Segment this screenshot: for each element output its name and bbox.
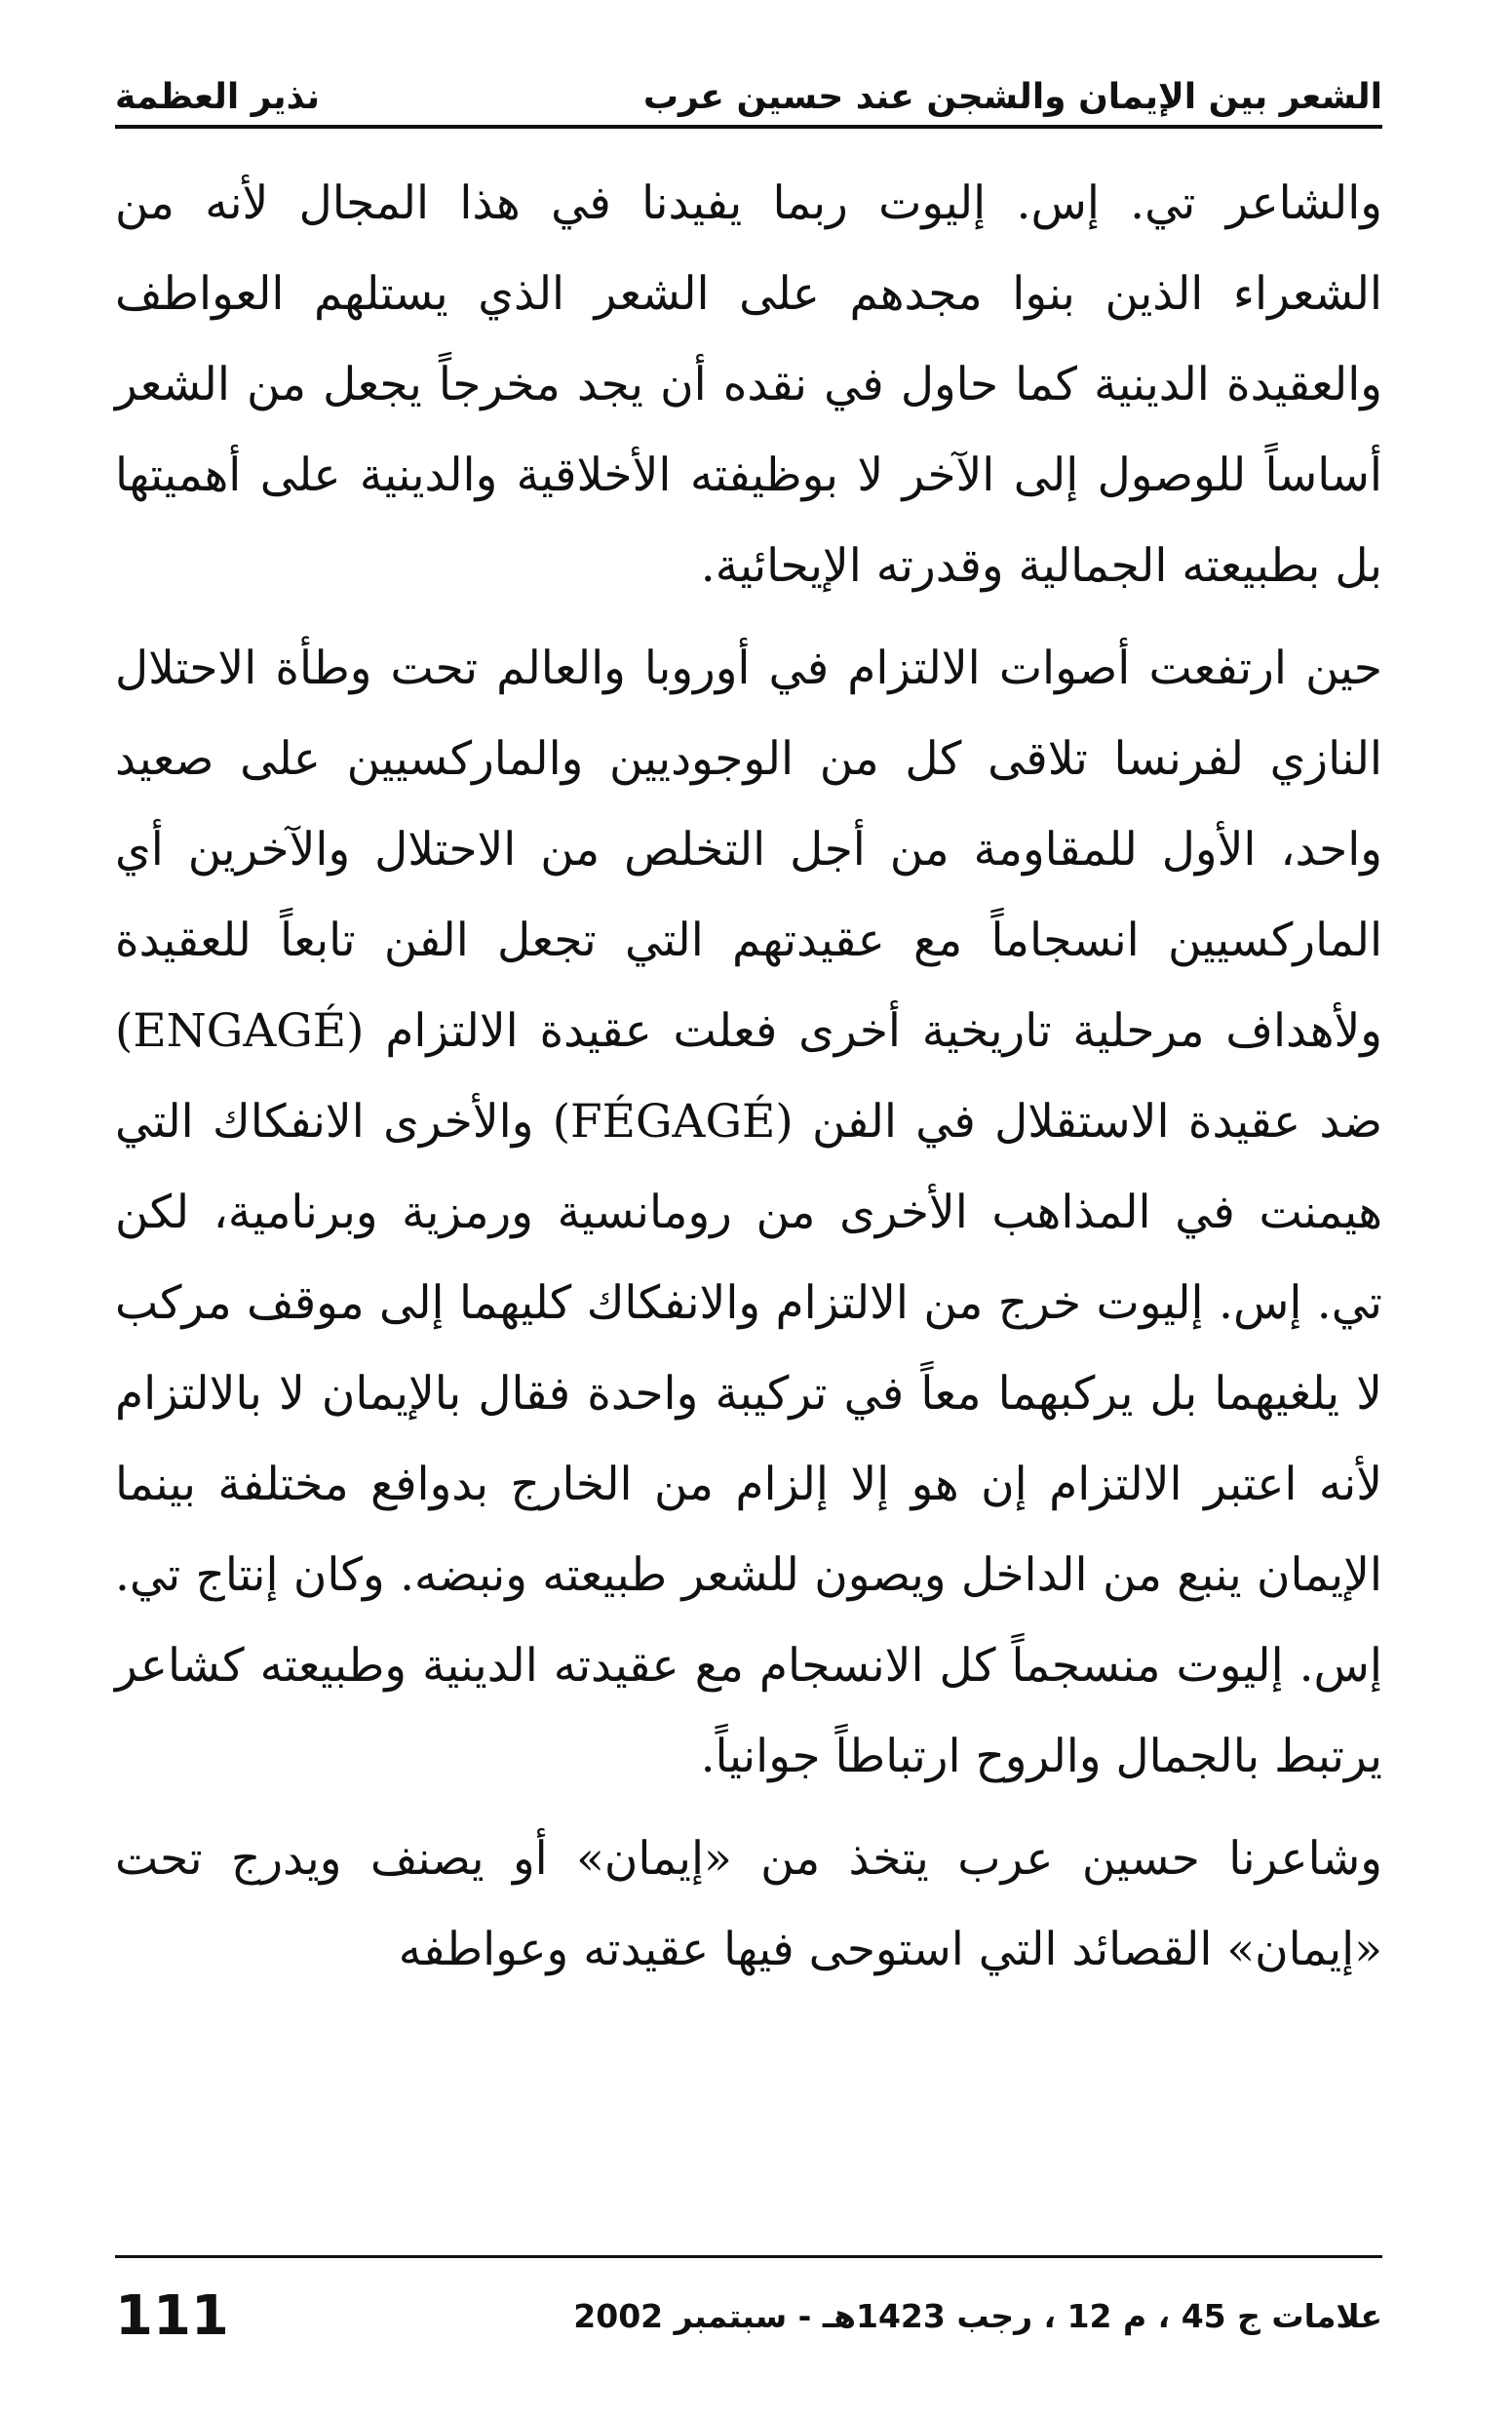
running-footer	[115, 2277, 1382, 2355]
author-name: نذير العظمة	[115, 77, 320, 117]
paragraph-3: وشاعرنا حسين عرب يتخذ من «إيمان» أو يصنف ويدرج تحت «إيمان» القصائد التي استوحى فيها عقيدته وعواطفه	[115, 1832, 1382, 1976]
paragraph-1: والشاعر تي. إس. إليوت ربما يفيدنا في هذا المجال لأنه من الشعراء الذين بنوا مجدهم على الشعر الذي يستلهم العواطف والعقيدة الدينية كما حاول في نقده أن يجد مخرجاً يجعل من الشعر أساساً للوصول إلى الآخر لا بوظيفته الأخلاقية والدينية على أهميتها بل بطبيعته الجمالية وقدرته الإيحائية.	[115, 176, 1382, 593]
page-number: 111	[115, 2283, 229, 2348]
footer-rule	[115, 2255, 1382, 2258]
paragraph-2: حين ارتفعت أصوات الالتزام في أوروبا والعالم تحت وطأة الاحتلال النازي لفرنسا تلاقى كل من الوجوديين والماركسيين على صعيد واحد، الأول للمقاومة من أجل التخلص من الاحتلال والآخرين أي الماركسيين انسجاماً مع عقيدتهم التي تجعل الفن تابعاً للعقيدة ولأهداف مرحلية تاريخية أخرى فعلت عقيدة الالتزام (ENGAGÉ) ضد عقيدة الاستقلال في الفن (FÉGAGÉ) والأخرى الانفكاك التي هيمنت في المذاهب الأخرى من رومانسية ورمزية وبرنامية، لكن تي. إس. إليوت خرج من الالتزام والانفكاك كليهما إلى موقف مركب لا يلغيهما بل يركبهما معاً في تركيبة واحدة فقال بالإيمان لا بالالتزام لأنه اعتبر الالتزام إن هو إلا إلزام من الخارج بدوافع مختلفة بينما الإيمان ينبع من الداخل ويصون للشعر طبيعته ونبضه. وكان إنتاج تي. إس. إليوت منسجماً كل الانسجام مع عقيدته الدينية وطبيعته كشاعر يرتبط بالجمال والروح ارتباطاً جوانياً.	[115, 642, 1382, 1783]
body-text	[115, 158, 1382, 1995]
running-header	[115, 49, 1382, 117]
article-title: الشعر بين الإيمان والشجن عند حسين عرب	[642, 77, 1382, 117]
book-page	[115, 49, 1382, 2379]
journal-info: علامات ج 45 ، م 12 ، رجب 1423هـ - سبتمبر 2002	[573, 2296, 1382, 2335]
header-rule	[115, 125, 1382, 129]
